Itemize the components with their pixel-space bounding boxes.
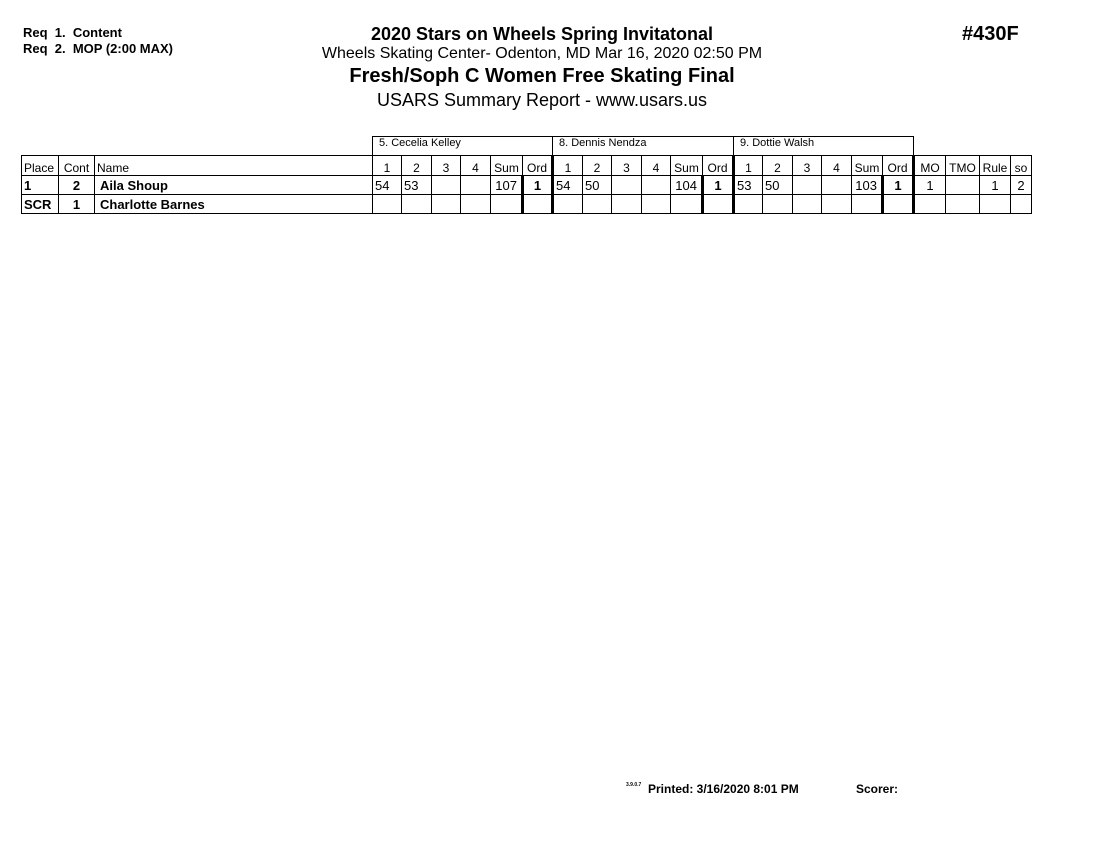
requirement-2: Req 2. MOP (2:00 MAX) <box>23 41 174 56</box>
competition-title: 2020 Stars on Wheels Spring Invitatonal <box>370 24 714 44</box>
score-cell <box>583 195 612 214</box>
col-score-4: 4 <box>642 156 671 176</box>
col-sum: Sum <box>852 156 883 176</box>
score-cell <box>461 176 491 195</box>
score-cell <box>822 176 852 195</box>
col-rule: Rule <box>980 156 1011 176</box>
col-sum: Sum <box>671 156 703 176</box>
sum-cell <box>491 195 523 214</box>
score-cell <box>553 195 583 214</box>
col-ord: Ord <box>883 156 914 176</box>
judge-name-2: 8. Dennis Nendza <box>553 137 734 156</box>
sum-cell <box>671 195 703 214</box>
ord-cell: 1 <box>523 176 553 195</box>
tmo-cell <box>946 195 980 214</box>
col-tmo: TMO <box>946 156 980 176</box>
col-so: so <box>1011 156 1032 176</box>
event-title: Fresh/Soph C Women Free Skating Final <box>349 65 735 87</box>
place-cell: 1 <box>22 176 59 195</box>
col-ord: Ord <box>703 156 734 176</box>
score-cell <box>793 176 822 195</box>
score-cell: 53 <box>402 176 432 195</box>
score-cell <box>642 176 671 195</box>
judge-header-row <box>22 137 1032 156</box>
table-row <box>22 195 1032 214</box>
score-cell <box>402 195 432 214</box>
score-cell: 50 <box>583 176 612 195</box>
sum-cell <box>852 195 883 214</box>
score-cell <box>612 195 642 214</box>
col-score-1: 1 <box>734 156 763 176</box>
col-score-2: 2 <box>583 156 612 176</box>
score-cell: 50 <box>763 176 793 195</box>
mo-cell <box>914 195 946 214</box>
col-score-3: 3 <box>612 156 642 176</box>
score-cell: 54 <box>553 176 583 195</box>
col-score-1: 1 <box>373 156 402 176</box>
skater-name: Charlotte Barnes <box>95 195 373 214</box>
venue-date: Wheels Skating Center- Odenton, MD Mar 16, 2020 02:50 PM <box>321 45 763 62</box>
judge-name-1: 5. Cecelia Kelley <box>373 137 553 156</box>
mo-cell: 1 <box>914 176 946 195</box>
col-score-2: 2 <box>763 156 793 176</box>
score-cell <box>432 195 461 214</box>
score-cell <box>763 195 793 214</box>
score-cell: 53 <box>734 176 763 195</box>
rule-cell <box>980 195 1011 214</box>
column-header-row <box>22 156 1032 176</box>
skater-name: Aila Shoup <box>95 176 373 195</box>
score-cell <box>642 195 671 214</box>
ord-cell <box>883 195 914 214</box>
software-version: 3.9.0.7 <box>626 782 642 788</box>
col-score-2: 2 <box>402 156 432 176</box>
results-table <box>21 136 1032 214</box>
score-cell: 54 <box>373 176 402 195</box>
score-cell <box>612 176 642 195</box>
tmo-cell <box>946 176 980 195</box>
so-cell: 2 <box>1011 176 1032 195</box>
ord-cell: 1 <box>703 176 734 195</box>
col-sum: Sum <box>491 156 523 176</box>
event-number: #430F <box>962 23 1019 45</box>
judge-name-3: 9. Dottie Walsh <box>734 137 914 156</box>
so-cell <box>1011 195 1032 214</box>
col-cont: Cont <box>59 156 95 176</box>
table-row <box>22 176 1032 195</box>
ord-cell <box>523 195 553 214</box>
score-cell <box>734 195 763 214</box>
col-score-3: 3 <box>432 156 461 176</box>
cont-cell: 1 <box>59 195 95 214</box>
printed-timestamp: Printed: 3/16/2020 8:01 PM <box>648 782 799 796</box>
col-score-3: 3 <box>793 156 822 176</box>
sum-cell: 107 <box>491 176 523 195</box>
ord-cell <box>703 195 734 214</box>
col-name: Name <box>95 156 373 176</box>
ord-cell: 1 <box>883 176 914 195</box>
col-place: Place <box>22 156 59 176</box>
col-score-4: 4 <box>822 156 852 176</box>
score-cell <box>432 176 461 195</box>
place-cell: SCR <box>22 195 59 214</box>
sum-cell: 103 <box>852 176 883 195</box>
sum-cell: 104 <box>671 176 703 195</box>
score-cell <box>373 195 402 214</box>
col-ord: Ord <box>523 156 553 176</box>
requirement-1: Req 1. Content <box>23 25 122 40</box>
score-cell <box>822 195 852 214</box>
score-cell <box>461 195 491 214</box>
scorer-label: Scorer: <box>856 782 899 796</box>
score-cell <box>793 195 822 214</box>
report-title: USARS Summary Report - www.usars.us <box>376 90 708 110</box>
rule-cell: 1 <box>980 176 1011 195</box>
col-mo: MO <box>914 156 946 176</box>
cont-cell: 2 <box>59 176 95 195</box>
col-score-1: 1 <box>553 156 583 176</box>
col-score-4: 4 <box>461 156 491 176</box>
